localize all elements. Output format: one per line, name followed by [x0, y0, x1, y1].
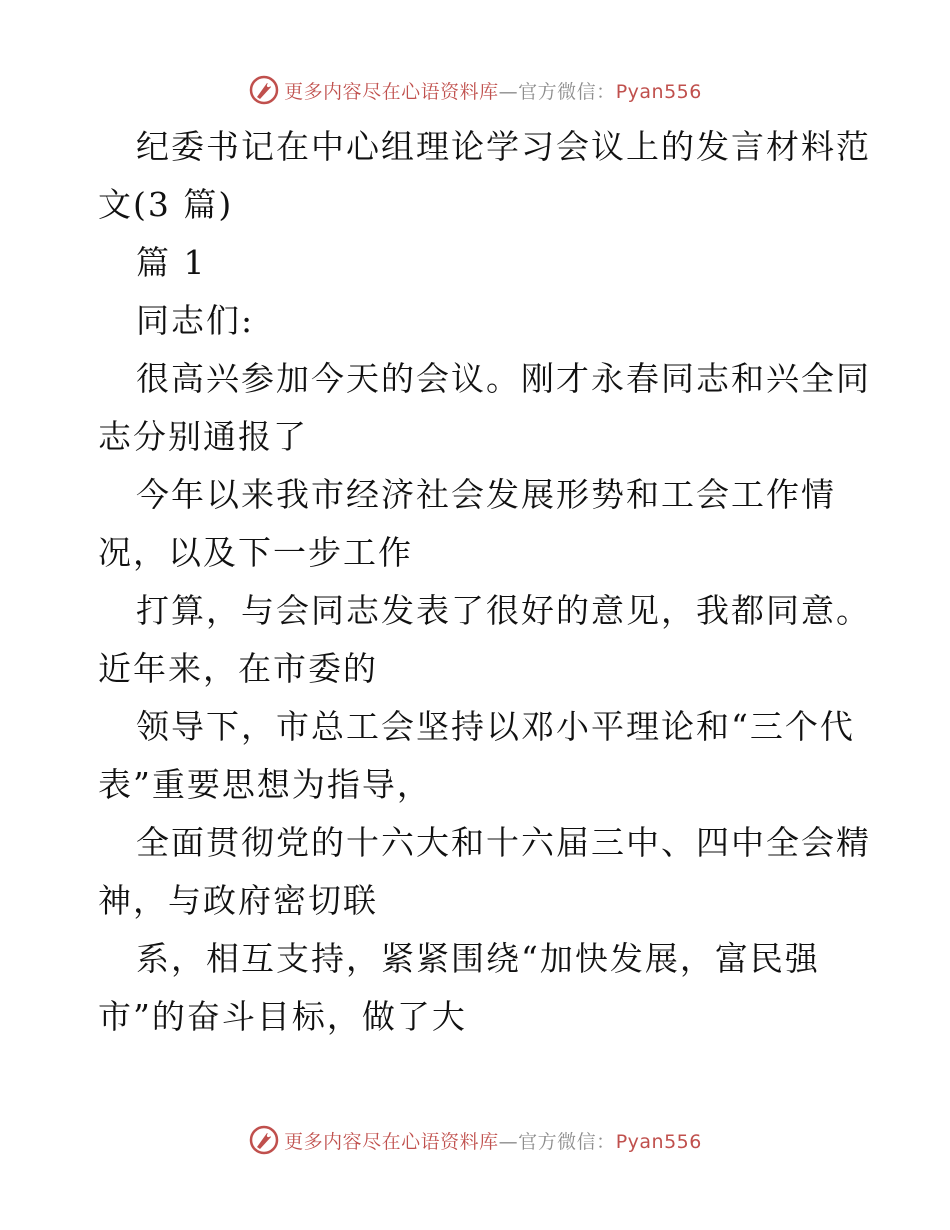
section-heading: 篇 1 [136, 243, 207, 282]
paragraph-line: 志分别通报了 [98, 417, 308, 456]
paragraph-line: 近年来，在市委的 [98, 649, 378, 688]
header-watermark [0, 70, 950, 110]
paragraph-line: 领导下，市总工会坚持以邓小平理论和“三个代 [136, 707, 855, 746]
paragraph-line: 市”的奋斗目标，做了大 [98, 997, 467, 1036]
paragraph-line: 今年以来我市经济社会发展形势和工会工作情 [136, 475, 836, 514]
paragraph-line: 全面贯彻党的十六大和十六届三中、四中全会精 [136, 823, 871, 862]
paragraph-line: 表”重要思想为指导， [98, 765, 432, 804]
watermark-text: 更多内容尽在心语资料库—官方微信：Pyan556 [284, 1130, 702, 1153]
pen-nib-logo-icon [248, 74, 280, 106]
pen-nib-logo-icon [248, 1124, 280, 1156]
document-title: 纪委书记在中心组理论学习会议上的发言材料范 [136, 127, 871, 166]
salutation: 同志们: [136, 301, 255, 340]
paragraph-line: 很高兴参加今天的会议。刚才永春同志和兴全同 [136, 359, 871, 398]
paragraph-line: 系，相互支持，紧紧围绕“加快发展，富民强 [136, 939, 820, 978]
paragraph-line: 神，与政府密切联 [98, 881, 378, 920]
document-body [98, 118, 871, 1046]
paragraph-line: 况，以及下一步工作 [98, 533, 413, 572]
paragraph-line: 打算，与会同志发表了很好的意见，我都同意。 [136, 591, 871, 630]
watermark-text: 更多内容尽在心语资料库—官方微信：Pyan556 [284, 80, 702, 103]
document-title-continued: 文(3 篇) [98, 185, 234, 224]
footer-watermark [0, 1120, 950, 1160]
